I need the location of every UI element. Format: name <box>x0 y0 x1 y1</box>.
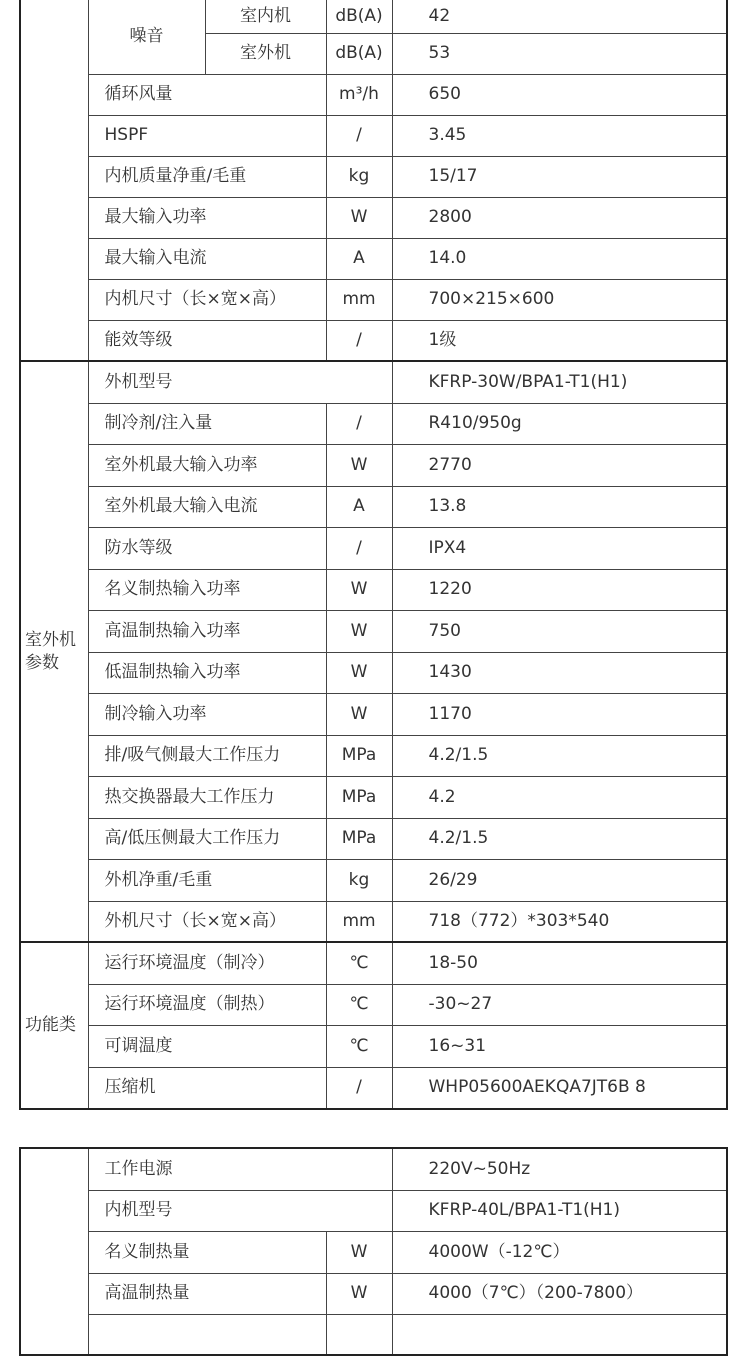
label-cell: 内机型号 <box>88 1190 392 1231</box>
value-cell: 4.2 <box>392 776 727 818</box>
label-cell: 运行环境温度（制冷） <box>88 942 326 984</box>
spec-table-upper <box>19 0 728 1110</box>
label-cell: 名义制热量 <box>88 1231 326 1273</box>
value-cell: 4.2/1.5 <box>392 735 727 776</box>
group-label-outdoor-line1: 室外机 <box>25 629 76 650</box>
label-cell: 运行环境温度（制热） <box>88 984 326 1025</box>
group-label-functions: 功能类 <box>25 1015 76 1036</box>
table-row <box>20 610 727 652</box>
label-cell: 室外机最大输入功率 <box>88 444 326 486</box>
value-cell: 3.45 <box>392 115 727 156</box>
value-cell: IPX4 <box>392 527 727 569</box>
unit-cell: / <box>326 1067 392 1109</box>
table-row <box>20 1273 727 1314</box>
table-row <box>20 984 727 1025</box>
label-cell <box>88 1314 326 1355</box>
unit-cell: W <box>326 652 392 693</box>
label-cell: HSPF <box>88 115 326 156</box>
table-row <box>20 1025 727 1067</box>
value-cell: 4000（7℃）（200-7800） <box>392 1273 727 1314</box>
label-cell: 制冷输入功率 <box>88 693 326 735</box>
table-row <box>20 1148 727 1190</box>
unit-cell: W <box>326 1273 392 1314</box>
value-cell: 14.0 <box>392 238 727 279</box>
table-row <box>20 942 727 984</box>
value-cell: 53 <box>392 33 727 74</box>
value-cell: 700×215×600 <box>392 279 727 320</box>
label-cell: 制冷剂/注入量 <box>88 403 326 444</box>
table-row <box>20 486 727 527</box>
unit-cell: kg <box>326 156 392 197</box>
table-row <box>20 1231 727 1273</box>
label-cell: 高/低压侧最大工作压力 <box>88 818 326 859</box>
noise-sub-label: 室外机 <box>205 33 326 74</box>
label-cell: 最大输入电流 <box>88 238 326 279</box>
unit-cell: mm <box>326 901 392 942</box>
label-cell: 低温制热输入功率 <box>88 652 326 693</box>
label-cell: 排/吸气侧最大工作压力 <box>88 735 326 776</box>
group-cell-indoor <box>20 0 88 361</box>
value-cell: 1430 <box>392 652 727 693</box>
group-cell-functions <box>20 942 88 1109</box>
label-cell: 名义制热输入功率 <box>88 569 326 610</box>
unit-cell: / <box>326 115 392 156</box>
table-row <box>20 527 727 569</box>
unit-cell: W <box>326 693 392 735</box>
value-cell: 42 <box>392 0 727 33</box>
unit-cell: / <box>326 320 392 361</box>
label-cell: 循环风量 <box>88 74 326 115</box>
table-row <box>20 403 727 444</box>
unit-cell: W <box>326 197 392 238</box>
unit-cell <box>326 1314 392 1355</box>
unit-cell: A <box>326 486 392 527</box>
table-row <box>20 238 727 279</box>
unit-cell: MPa <box>326 735 392 776</box>
value-cell: 16~31 <box>392 1025 727 1067</box>
value-cell: 18-50 <box>392 942 727 984</box>
value-cell: 220V~50Hz <box>392 1148 727 1190</box>
unit-cell: mm <box>326 279 392 320</box>
value-cell: -30~27 <box>392 984 727 1025</box>
label-cell: 能效等级 <box>88 320 326 361</box>
table-row <box>20 901 727 942</box>
unit-cell: ℃ <box>326 942 392 984</box>
unit-cell: MPa <box>326 818 392 859</box>
table-row <box>20 444 727 486</box>
table-row <box>20 818 727 859</box>
table-row <box>20 735 727 776</box>
table-row <box>20 156 727 197</box>
value-cell: 4.2/1.5 <box>392 818 727 859</box>
label-cell: 内机质量净重/毛重 <box>88 156 326 197</box>
value-cell: 4000W（-12℃） <box>392 1231 727 1273</box>
unit-cell: ℃ <box>326 1025 392 1067</box>
value-cell: R410/950g <box>392 403 727 444</box>
value-cell: 1级 <box>392 320 727 361</box>
noise-label: 噪音 <box>88 0 205 74</box>
table-row <box>20 693 727 735</box>
unit-cell: dB(A) <box>326 0 392 33</box>
table-row <box>20 1067 727 1109</box>
unit-cell: MPa <box>326 776 392 818</box>
unit-cell: m³/h <box>326 74 392 115</box>
label-cell: 外机型号 <box>88 361 392 403</box>
label-cell: 热交换器最大工作压力 <box>88 776 326 818</box>
unit-cell: / <box>326 527 392 569</box>
label-cell: 防水等级 <box>88 527 326 569</box>
unit-cell: kg <box>326 859 392 901</box>
label-cell: 可调温度 <box>88 1025 326 1067</box>
value-cell: 750 <box>392 610 727 652</box>
value-cell: 650 <box>392 74 727 115</box>
group-cell-outdoor <box>20 361 88 942</box>
label-cell: 室外机最大输入电流 <box>88 486 326 527</box>
unit-cell: W <box>326 610 392 652</box>
table-row <box>20 1190 727 1231</box>
spec-table-lower <box>19 1147 728 1356</box>
value-cell: 1170 <box>392 693 727 735</box>
label-cell: 高温制热量 <box>88 1273 326 1314</box>
table-row <box>20 279 727 320</box>
unit-cell: W <box>326 444 392 486</box>
value-cell: 718（772）*303*540 <box>392 901 727 942</box>
unit-cell: A <box>326 238 392 279</box>
label-cell: 高温制热输入功率 <box>88 610 326 652</box>
label-cell: 内机尺寸（长×宽×高） <box>88 279 326 320</box>
value-cell: 1220 <box>392 569 727 610</box>
value-cell: 2800 <box>392 197 727 238</box>
table-row <box>20 859 727 901</box>
table-row <box>20 361 727 403</box>
table-row <box>20 569 727 610</box>
value-cell: KFRP-40L/BPA1-T1(H1) <box>392 1190 727 1231</box>
table-row <box>20 1314 727 1355</box>
label-cell: 外机尺寸（长×宽×高） <box>88 901 326 942</box>
group-cell-indoor-2 <box>20 1148 88 1355</box>
label-cell: 最大输入功率 <box>88 197 326 238</box>
value-cell <box>392 1314 727 1355</box>
unit-cell: W <box>326 569 392 610</box>
value-cell: 15/17 <box>392 156 727 197</box>
unit-cell: / <box>326 403 392 444</box>
table-row <box>20 0 727 33</box>
table-row <box>20 776 727 818</box>
unit-cell: dB(A) <box>326 33 392 74</box>
value-cell: 2770 <box>392 444 727 486</box>
label-cell: 压缩机 <box>88 1067 326 1109</box>
value-cell: WHP05600AEKQA7JT6B 8 <box>392 1067 727 1109</box>
label-cell: 外机净重/毛重 <box>88 859 326 901</box>
value-cell: 13.8 <box>392 486 727 527</box>
value-cell: KFRP-30W/BPA1-T1(H1) <box>392 361 727 403</box>
table-row <box>20 320 727 361</box>
table-row <box>20 652 727 693</box>
table-row <box>20 74 727 115</box>
group-label-outdoor-line2: 参数 <box>25 652 59 673</box>
unit-cell: W <box>326 1231 392 1273</box>
table-row <box>20 197 727 238</box>
noise-sub-label: 室内机 <box>205 0 326 33</box>
table-row <box>20 115 727 156</box>
label-cell: 工作电源 <box>88 1148 392 1190</box>
value-cell: 26/29 <box>392 859 727 901</box>
unit-cell: ℃ <box>326 984 392 1025</box>
